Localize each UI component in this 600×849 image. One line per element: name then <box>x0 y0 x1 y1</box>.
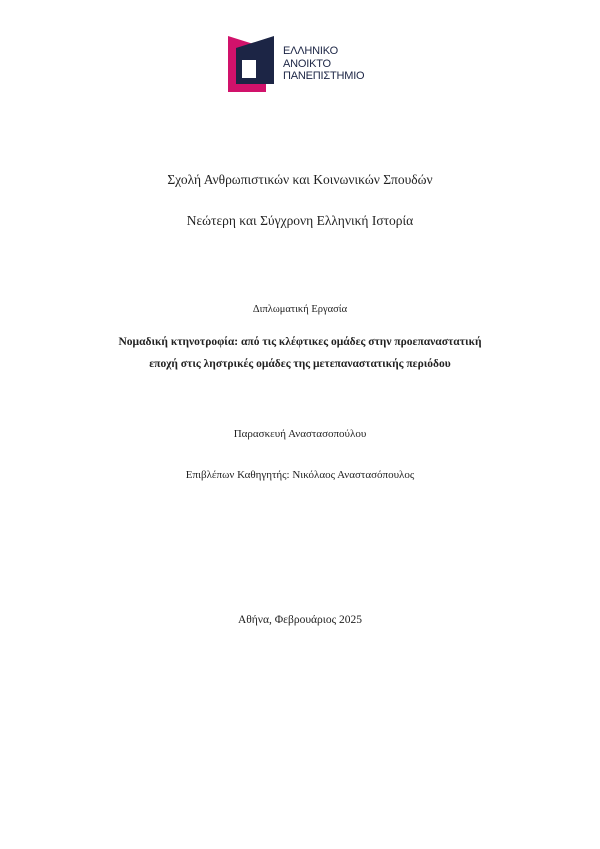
thesis-title-line-1: Νομαδική κτηνοτροφία: από τις κλέφτικες ομάδες στην προεπαναστατική <box>118 336 482 348</box>
thesis-title-line-2: εποχή στις ληστρικές ομάδες της μετεπαναστατικής περιόδου <box>149 358 451 370</box>
logo-line-3: ΠΑΝΕΠΙΣΤΗΜΙΟ <box>283 70 365 82</box>
place-date: Αθήνα, Φεβρουάριος 2025 <box>237 614 363 626</box>
school-name: Σχολή Ανθρωπιστικών και Κοινωνικών Σπουδών <box>167 172 433 187</box>
logo-line-1: ΕΛΛΗΝΙΚΟ <box>283 45 338 57</box>
university-logo <box>228 34 378 94</box>
thesis-title <box>0 331 600 375</box>
supervisor: Επιβλέπων Καθηγητής: Νικόλαος Αναστασόπουλος <box>185 469 415 481</box>
logo-emblem-icon <box>228 34 280 92</box>
department-name: Νεώτερη και Σύγχρονη Ελληνική Ιστορία <box>186 213 414 228</box>
thesis-type: Διπλωματική Εργασία <box>252 304 348 315</box>
logo-wordmark <box>283 45 364 83</box>
author-name: Παρασκευή Αναστασοπούλου <box>233 428 367 440</box>
logo-line-2: ΑΝΟΙΚΤΟ <box>283 57 331 70</box>
